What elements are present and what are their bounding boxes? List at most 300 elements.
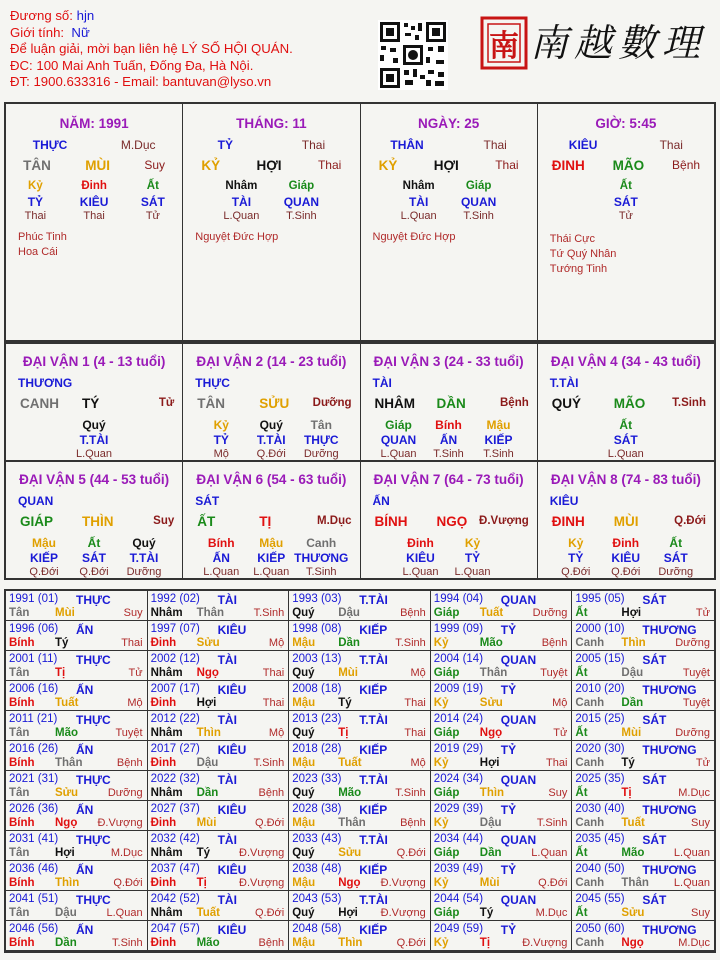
year-life: Mộ xyxy=(410,757,426,769)
year-stem: Bính xyxy=(9,937,35,949)
year-cell[interactable] xyxy=(148,891,290,921)
year-god: THƯƠNG xyxy=(642,803,697,817)
year-label: 2050 (60) xyxy=(575,923,625,935)
dai-van-life: Suy xyxy=(153,515,175,527)
year-cell[interactable] xyxy=(6,801,148,831)
year-cell[interactable] xyxy=(289,621,431,651)
year-cell[interactable] xyxy=(289,921,431,951)
year-label: 2039 (49) xyxy=(433,863,484,875)
dai-van-hs: Mậu xyxy=(486,418,511,432)
year-stem: Ất xyxy=(575,727,588,739)
year-cell[interactable] xyxy=(572,591,714,621)
year-cell[interactable] xyxy=(148,681,290,711)
svg-text:南: 南 xyxy=(489,29,519,64)
year-branch: Hợi xyxy=(196,697,217,709)
year-cell[interactable] xyxy=(148,741,290,771)
pillar-hs-item: Giáp xyxy=(288,180,315,192)
dai-van-hs_gods: T.TÀI xyxy=(129,551,159,565)
year-cell[interactable] xyxy=(6,891,148,921)
year-cell[interactable] xyxy=(148,921,290,951)
year-cell[interactable] xyxy=(289,831,431,861)
year-cell[interactable] xyxy=(431,711,573,741)
pillar-stem: TÂN xyxy=(23,158,51,173)
pillar-hs_gods-item: TÀI xyxy=(408,195,429,209)
year-life: Q.Đới xyxy=(254,907,285,919)
year-label: 2042 (52) xyxy=(150,893,200,905)
year-stem: Tân xyxy=(9,907,30,919)
year-label: 1997 (07) xyxy=(150,623,200,635)
year-label: 1998 (08) xyxy=(292,623,342,635)
dai-van-hs: Canh xyxy=(306,536,337,550)
dai-van-title: ĐẠI VẬN 1 (4 - 13 tuổi) xyxy=(22,354,166,369)
year-life: Q.Đới xyxy=(396,937,426,949)
year-god: KIẾP xyxy=(359,803,388,817)
dai-van-hs_gods: KIẾP xyxy=(29,551,59,565)
dai-van-hs_life: T.Sinh xyxy=(433,448,464,460)
year-cell[interactable] xyxy=(6,831,148,861)
pillar-god-right: M.Dục xyxy=(120,138,156,152)
pillar-hs_life-row xyxy=(183,210,359,222)
year-stem: Quý xyxy=(292,727,315,739)
year-cell[interactable] xyxy=(572,621,714,651)
year-god: T.TÀI xyxy=(359,893,388,907)
dai-van-hs: Giáp xyxy=(385,418,412,432)
year-label: 2027 (37) xyxy=(150,803,200,815)
year-cell[interactable] xyxy=(289,891,431,921)
pillar-hs-row xyxy=(6,180,182,192)
year-god: SÁT xyxy=(642,833,667,847)
year-label: 2038 (48) xyxy=(292,863,342,875)
pillar-hs_life-row xyxy=(538,210,714,222)
year-stem: Tân xyxy=(9,847,30,859)
year-cell[interactable] xyxy=(572,861,714,891)
year-cell[interactable] xyxy=(289,711,431,741)
year-stem: Quý xyxy=(292,847,315,859)
pillar-hs_life-cols xyxy=(389,210,509,222)
year-cell[interactable] xyxy=(572,711,714,741)
year-branch: Ngọ xyxy=(621,937,644,949)
year-life: Mộ xyxy=(268,637,285,649)
year-stem: Nhâm xyxy=(150,907,183,919)
year-cell[interactable] xyxy=(6,681,148,711)
year-cell[interactable] xyxy=(431,621,573,651)
dai-van-god: KIÊU xyxy=(549,494,579,508)
dai-van-cell xyxy=(182,344,359,460)
year-label: 2004 (14) xyxy=(433,653,484,665)
year-cell[interactable] xyxy=(6,711,148,741)
pillar-hs_gods-cols xyxy=(389,195,509,209)
year-branch: Dần xyxy=(479,847,502,859)
dai-van-hs_life: Q.Đới xyxy=(29,566,59,578)
year-label: 2009 (19) xyxy=(433,683,484,695)
pillar-stem-row xyxy=(6,158,182,173)
dai-van-life: Bệnh xyxy=(500,397,529,409)
year-stem: Giáp xyxy=(433,907,460,919)
year-life: Mộ xyxy=(410,667,426,679)
dai-van-row xyxy=(6,342,714,460)
pillar-hs-item: Ất xyxy=(619,180,632,192)
year-stem: Canh xyxy=(575,757,605,769)
year-cell[interactable] xyxy=(148,771,290,801)
year-life: Mộ xyxy=(552,697,568,709)
year-life: Bệnh xyxy=(541,637,568,649)
year-life: Đ.Vượng xyxy=(522,937,568,949)
year-god: THƯƠNG xyxy=(642,923,697,937)
year-god: QUAN xyxy=(500,653,537,667)
dai-van-hs_life: L.Quan xyxy=(454,566,491,578)
year-stem: Đinh xyxy=(150,817,177,829)
year-god: QUAN xyxy=(500,773,537,787)
pillar-stem: KỶ xyxy=(378,158,398,173)
year-cell[interactable] xyxy=(289,741,431,771)
year-branch: Sửu xyxy=(196,637,220,649)
year-life: T.Sinh xyxy=(395,787,426,799)
year-god: THỰC xyxy=(76,833,111,847)
year-branch: Hợi xyxy=(55,847,75,859)
year-god: TÀI xyxy=(217,773,237,787)
year-branch: Mão xyxy=(196,937,220,949)
year-cell[interactable] xyxy=(431,681,573,711)
year-label: 2046 (56) xyxy=(9,923,59,935)
pillar-hs_gods-cols xyxy=(6,195,182,209)
year-branch: Dậu xyxy=(338,607,360,619)
year-life: Q.Đới xyxy=(538,877,568,889)
year-stem: Quý xyxy=(292,787,315,799)
year-god: THỰC xyxy=(76,713,111,727)
year-cell[interactable] xyxy=(6,741,148,771)
dai-van-hs: Ất xyxy=(619,418,633,432)
year-stem: Kỷ xyxy=(433,817,449,829)
year-stem: Nhâm xyxy=(150,667,183,679)
year-life: Tuyệt xyxy=(115,727,143,739)
year-stem: Mậu xyxy=(292,937,316,949)
dai-van-branch: MÙI xyxy=(613,514,639,529)
year-stem: Bính xyxy=(9,637,35,649)
year-cell[interactable] xyxy=(572,771,714,801)
pillar-branch: MÃO xyxy=(612,158,645,173)
dai-van-row xyxy=(6,460,714,578)
year-branch: Mùi xyxy=(55,607,75,619)
dai-van-stem: GIÁP xyxy=(20,514,54,529)
pillar-stem-row xyxy=(361,158,537,173)
year-branch: Dần xyxy=(55,937,77,949)
year-stem: Tân xyxy=(9,607,30,619)
year-life: T.Sinh xyxy=(253,757,285,769)
dai-van-hs_gods: TỶ xyxy=(568,551,584,565)
year-label: 1995 (05) xyxy=(575,593,625,605)
year-branch: Dần xyxy=(196,787,219,799)
pillar-title: GIỜ: 5:45 xyxy=(595,116,657,131)
dai-van-hs_life: L.Quan xyxy=(402,566,439,578)
dai-van-hs_gods: KIÊU xyxy=(406,551,435,565)
contact-note: Để luận giải, mời bạn liên hệ LÝ SỐ HỘI QUÁN. xyxy=(10,41,293,56)
year-cell[interactable] xyxy=(572,741,714,771)
year-label: 2005 (15) xyxy=(575,653,625,665)
year-stem: Đinh xyxy=(150,637,177,649)
year-god: QUAN xyxy=(500,713,537,727)
year-cell[interactable] xyxy=(431,861,573,891)
year-life: M.Dục xyxy=(678,787,710,799)
year-cell[interactable] xyxy=(289,801,431,831)
year-cell[interactable] xyxy=(431,831,573,861)
year-cell[interactable] xyxy=(148,621,290,651)
year-life: Tuyệt xyxy=(682,697,710,709)
dai-van-hs_life: Mộ xyxy=(213,448,229,460)
pillar-hs_gods-cols xyxy=(211,195,331,209)
dai-van-title: ĐẠI VẬN 7 (64 - 73 tuổi) xyxy=(373,472,524,487)
year-cell[interactable] xyxy=(6,651,148,681)
pillar-hs-item: Nhâm xyxy=(225,180,258,192)
year-life: Bệnh xyxy=(400,607,426,619)
dai-van-stem: ẤT xyxy=(197,514,216,529)
year-cell[interactable] xyxy=(431,591,573,621)
dai-van-hs_gods: TỶ xyxy=(213,433,229,447)
year-label: 2002 (12) xyxy=(150,653,200,665)
year-god: THƯƠNG xyxy=(642,743,697,757)
year-cell[interactable] xyxy=(148,591,290,621)
dai-van-god: TÀI xyxy=(372,376,392,390)
year-label: 2025 (35) xyxy=(575,773,625,785)
year-branch: Tý xyxy=(621,757,635,769)
pillar-hs_gods-item: SÁT xyxy=(613,195,638,209)
year-branch: Sửu xyxy=(55,787,79,799)
year-stem: Bính xyxy=(9,817,35,829)
year-cell[interactable] xyxy=(148,711,290,741)
year-branch: Tuất xyxy=(196,907,221,919)
year-branch: Mão xyxy=(479,637,503,649)
dai-van-hs_gods: T.TÀI xyxy=(79,433,109,447)
year-cell[interactable] xyxy=(289,591,431,621)
year-life: Đ.Vượng xyxy=(239,877,285,889)
pillar-star: Phúc Tinh xyxy=(18,231,67,243)
year-branch: Thìn xyxy=(338,937,363,949)
year-life: T.Sinh xyxy=(395,637,426,649)
year-cell[interactable] xyxy=(572,801,714,831)
year-branch: Mùi xyxy=(196,817,217,829)
year-cell[interactable] xyxy=(572,651,714,681)
year-cell[interactable] xyxy=(289,771,431,801)
year-cell[interactable] xyxy=(431,891,573,921)
year-label: 2024 (34) xyxy=(433,773,484,785)
year-life: Q.Đới xyxy=(113,877,143,889)
year-life: Bệnh xyxy=(400,817,426,829)
year-life: Suy xyxy=(548,787,568,799)
year-god: SÁT xyxy=(642,713,667,727)
year-life: Thai xyxy=(545,757,568,769)
dai-van-branch: MÃO xyxy=(613,396,646,411)
year-life: L.Quan xyxy=(531,847,568,859)
year-god: QUAN xyxy=(500,893,537,907)
year-stem: Tân xyxy=(9,727,30,739)
year-stem: Đinh xyxy=(150,697,177,709)
dai-van-stem: NHÂM xyxy=(374,396,415,411)
dai-van-hs_gods: SÁT xyxy=(663,551,688,565)
pillar-hs-item: Nhâm xyxy=(402,180,435,192)
year-life: M.Dục xyxy=(678,937,710,949)
year-god: ẤN xyxy=(76,803,94,817)
year-branch: Tý xyxy=(338,697,352,709)
dai-van-hs_gods: TỶ xyxy=(464,551,481,565)
dai-van-hs: Tân xyxy=(310,418,332,432)
year-stem: Quý xyxy=(292,907,315,919)
dai-van-god: ẤN xyxy=(372,494,390,508)
pillar-hs_life-row xyxy=(361,210,537,222)
year-god: TỶ xyxy=(500,923,517,937)
year-cell[interactable] xyxy=(6,771,148,801)
dai-van-cell xyxy=(6,344,182,460)
year-cell[interactable] xyxy=(148,831,290,861)
pillar-stars xyxy=(550,232,617,277)
year-cell[interactable] xyxy=(148,801,290,831)
year-god: THỰC xyxy=(76,593,111,607)
year-label: 2013 (23) xyxy=(292,713,342,725)
year-cell[interactable] xyxy=(431,771,573,801)
pillar-hs_gods-row xyxy=(6,195,182,209)
year-life: Đ.Vượng xyxy=(97,817,143,829)
year-stem: Canh xyxy=(575,817,605,829)
pillar-title: NĂM: 1991 xyxy=(59,116,129,131)
dai-van-hs_gods: ẤN xyxy=(439,433,458,447)
year-cell[interactable] xyxy=(431,651,573,681)
year-label: 2008 (18) xyxy=(292,683,342,695)
pillar-life: Thai xyxy=(495,158,519,172)
year-cell[interactable] xyxy=(431,921,573,951)
dai-van-title: ĐẠI VẬN 4 (34 - 43 tuổi) xyxy=(550,354,701,369)
year-stem: Ất xyxy=(575,607,588,619)
dai-van-branch: NGỌ xyxy=(436,514,468,529)
year-life: Suy xyxy=(691,907,710,919)
year-cell[interactable] xyxy=(572,681,714,711)
dai-van-hs_life: Dưỡng xyxy=(303,448,339,460)
dai-van-cell xyxy=(182,462,359,578)
year-branch: Tuất xyxy=(338,757,362,769)
dai-van-hs_life: L.Quan xyxy=(253,566,290,578)
year-life: Bệnh xyxy=(116,757,143,769)
pillar-god-row xyxy=(6,138,182,152)
dai-van-cell xyxy=(360,462,537,578)
year-cell[interactable] xyxy=(572,831,714,861)
pillar-star: Nguyệt Đức Hợp xyxy=(372,231,456,243)
year-label: 1992 (02) xyxy=(150,593,200,605)
pillar-star: Hoa Cái xyxy=(18,246,58,258)
pillar-life: Thai xyxy=(317,158,342,172)
year-stem: Canh xyxy=(575,937,605,949)
year-cell[interactable] xyxy=(289,861,431,891)
year-life: Thai xyxy=(404,697,426,709)
year-label: 2030 (40) xyxy=(575,803,625,815)
dai-van-god: T.TÀI xyxy=(549,376,579,390)
year-stem: Tân xyxy=(9,667,30,679)
dai-van-hs_life: Q.Đới xyxy=(611,566,641,578)
dai-van-hs: Đinh xyxy=(612,536,640,550)
year-branch: Mão xyxy=(621,847,645,859)
year-life: Dưỡng xyxy=(675,727,710,739)
pillar-hs_life-item: L.Quan xyxy=(223,210,260,222)
year-branch: Sửu xyxy=(621,907,645,919)
year-cell[interactable] xyxy=(572,921,714,951)
pillar-life: Suy xyxy=(144,158,166,172)
dai-van-hs_life: Q.Đới xyxy=(256,448,286,460)
year-life: Suy xyxy=(123,607,143,619)
year-cell[interactable] xyxy=(289,681,431,711)
year-cell[interactable] xyxy=(6,621,148,651)
year-label: 2007 (17) xyxy=(150,683,200,695)
year-stem: Mậu xyxy=(292,757,316,769)
dai-van-hs: Bính xyxy=(435,418,462,432)
year-god: ẤN xyxy=(76,623,94,637)
year-cell[interactable] xyxy=(148,651,290,681)
pillar-stars xyxy=(373,230,456,245)
year-cell[interactable] xyxy=(6,861,148,891)
pillar-hs_gods-row xyxy=(361,195,537,209)
year-god: TÀI xyxy=(217,833,237,847)
year-branch: Tý xyxy=(196,847,211,859)
year-stem: Ất xyxy=(575,787,588,799)
pillar-star: Tứ Quý Nhân xyxy=(549,248,617,260)
dai-van-branch: SỬU xyxy=(259,396,290,411)
year-life: M.Dục xyxy=(110,847,143,859)
pillar-stem: ĐINH xyxy=(551,158,585,173)
year-branch: Dậu xyxy=(479,817,502,829)
dai-van-stem: QUÝ xyxy=(551,396,582,411)
year-label: 2019 (29) xyxy=(433,743,484,755)
year-cell[interactable] xyxy=(6,591,148,621)
pillar-hs_life-row xyxy=(6,210,182,222)
pillar-hs_gods-item: QUAN xyxy=(283,195,320,209)
dai-van-hs_gods: ẤN xyxy=(212,551,230,565)
year-stem: Kỷ xyxy=(433,637,449,649)
year-life: T.Sinh xyxy=(253,607,285,619)
year-label: 1994 (04) xyxy=(433,593,484,605)
dai-van-hs_gods: SÁT xyxy=(613,433,638,447)
year-stem: Nhâm xyxy=(150,787,183,799)
dai-van-cell xyxy=(537,344,714,460)
dai-van-hs_gods: KIẾP xyxy=(484,433,513,447)
year-label: 2036 (46) xyxy=(9,863,59,875)
year-stem: Mậu xyxy=(292,637,316,649)
year-cell[interactable] xyxy=(6,921,148,951)
year-cell[interactable] xyxy=(148,861,290,891)
phone-email: ĐT: 1900.633316 - Email: bantuvan@lyso.vn xyxy=(10,74,272,89)
year-god: TỶ xyxy=(500,743,517,757)
year-stem: Bính xyxy=(9,697,35,709)
dai-van-hs_life: T.Sinh xyxy=(305,566,337,578)
pillar-god-row xyxy=(183,138,359,152)
year-label: 2049 (59) xyxy=(433,923,484,935)
year-god: TỶ xyxy=(500,683,517,697)
gender-label: Giới tính: xyxy=(10,24,65,40)
year-cell[interactable] xyxy=(431,801,573,831)
year-life: Suy xyxy=(691,817,710,829)
year-god: T.TÀI xyxy=(359,833,388,847)
year-stem: Giáp xyxy=(433,607,460,619)
dai-van-stem: BÍNH xyxy=(374,514,408,529)
year-cell[interactable] xyxy=(572,891,714,921)
year-life: Thai xyxy=(404,727,426,739)
year-branch: Tý xyxy=(479,907,494,919)
dai-van-stem: ĐINH xyxy=(551,514,585,529)
year-label: 2047 (57) xyxy=(150,923,200,935)
dai-van-hs_life: L.Quan xyxy=(607,448,644,460)
dai-van-hs: Ất xyxy=(87,536,101,550)
year-cell[interactable] xyxy=(431,741,573,771)
pillar-hs_life-item: Thai xyxy=(24,210,47,222)
pillar-hs_life-item: Tử xyxy=(145,210,160,222)
year-stem: Quý xyxy=(292,667,315,679)
year-cell[interactable] xyxy=(289,651,431,681)
pillar-god: KIÊU xyxy=(568,138,598,152)
pillar-hs_gods-row xyxy=(538,195,714,209)
